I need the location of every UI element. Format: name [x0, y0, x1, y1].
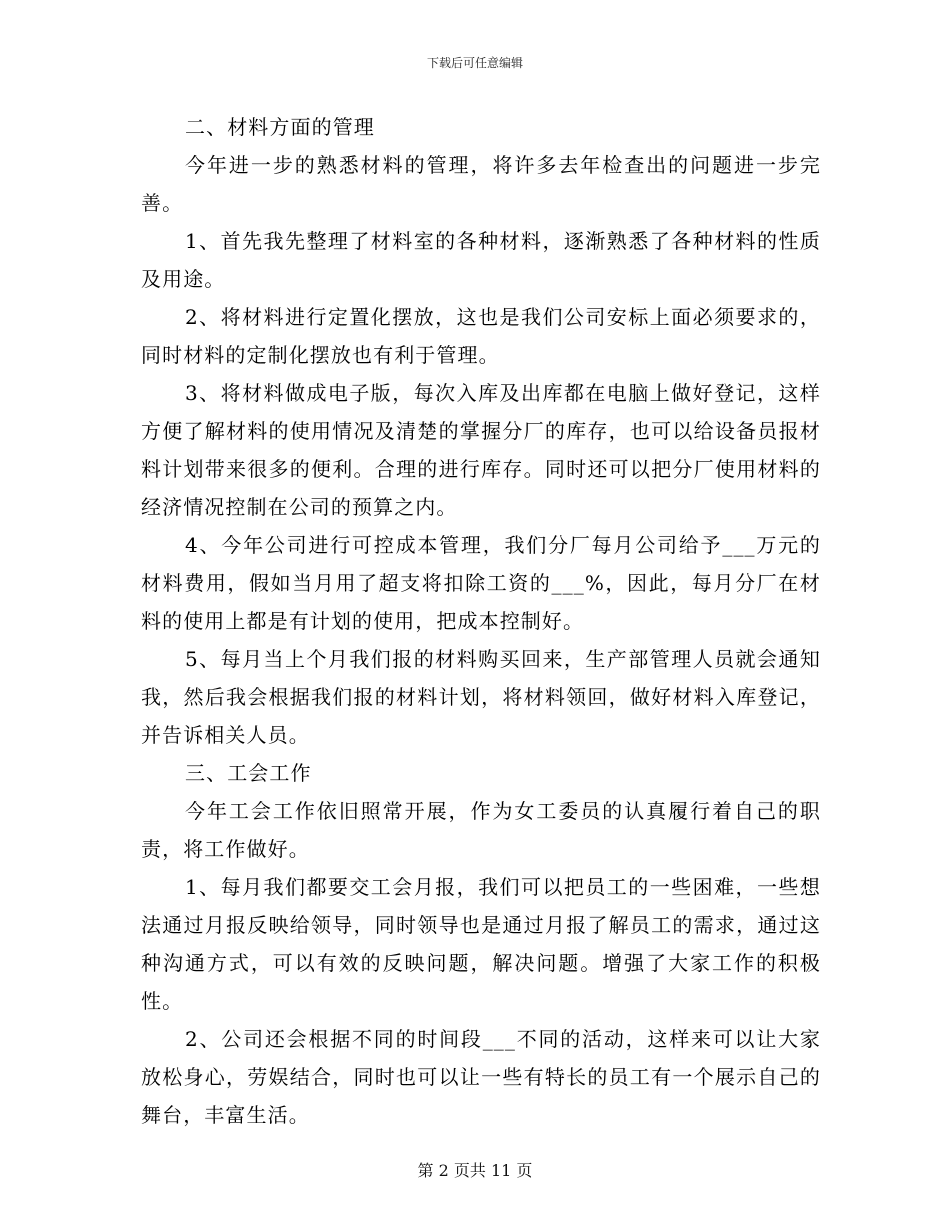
paragraph: 1、首先我先整理了材料室的各种材料，逐渐熟悉了各种材料的性质及用途。: [141, 229, 821, 291]
paragraph: 今年工会工作依旧照常开展，作为女工委员的认真履行着自己的职责，将工作做好。: [141, 799, 821, 861]
paragraph: 今年进一步的熟悉材料的管理，将许多去年检查出的问题进一步完善。: [141, 153, 821, 215]
paragraph: 3、将材料做成电子版，每次入库及出库都在电脑上做好登记，这样方便了解材料的使用情况及清楚的掌握分厂的库存，也可以给设备员报材料计划带来很多的便利。合理的进行库存。同时还可以把分厂使用材料的经济情况控制在公司的预算之内。: [141, 381, 821, 519]
paragraph: 5、每月当上个月我们报的材料购买回来，生产部管理人员就会通知我，然后我会根据我们报的材料计划，将材料领回，做好材料入库登记，并告诉相关人员。: [141, 647, 821, 747]
paragraph: 1、每月我们都要交工会月报，我们可以把员工的一些困难，一些想法通过月报反映给领导，同时领导也是通过月报了解员工的需求，通过这种沟通方式，可以有效的反映问题，解决问题。增强了大家工作的积极性。: [141, 875, 821, 1013]
paragraph: 4、今年公司进行可控成本管理，我们分厂每月公司给予___万元的材料费用，假如当月用了超支将扣除工资的___%，因此，每月分厂在材料的使用上都是有计划的使用，把成本控制好。: [141, 533, 821, 633]
paragraph: 2、公司还会根据不同的时间段___不同的活动，这样来可以让大家放松身心，劳娱结合，同时也可以让一些有特长的员工有一个展示自己的舞台，丰富生活。: [141, 1027, 821, 1127]
paragraph: 2、将材料进行定置化摆放，这也是我们公司安标上面必须要求的，同时材料的定制化摆放也有利于管理。: [141, 305, 821, 367]
section-heading-materials: 二、材料方面的管理: [185, 115, 375, 139]
page-header: 下载后可任意编辑: [426, 56, 523, 70]
section-heading-union: 三、工会工作: [185, 761, 312, 785]
document-body: [141, 108, 821, 1134]
page-footer: 第 2 页共 11 页: [417, 1161, 533, 1180]
